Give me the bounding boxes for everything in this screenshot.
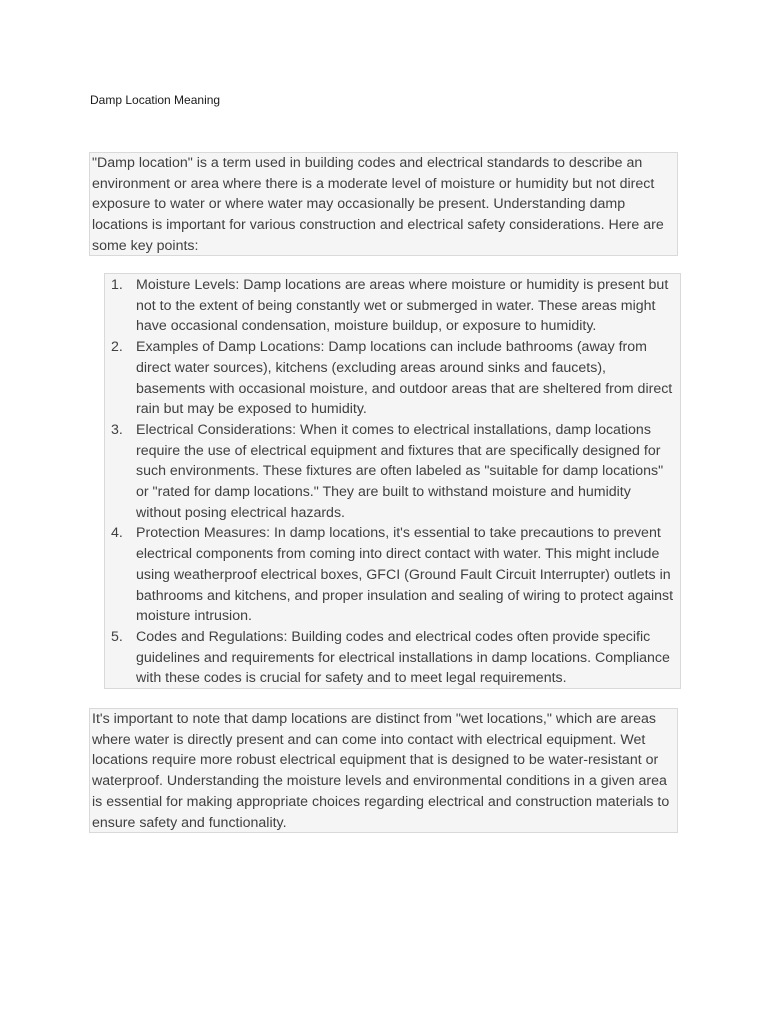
list-item-text: Codes and Regulations: Building codes and electrical codes often provide specific guidelines and requirements for electrical installations in damp locations. Compliance with these codes is crucial for safety and to meet legal requirements. [136,628,670,687]
list-item-text: Moisture Levels: Damp locations are areas where moisture or humidity is present but not to the extent of being constantly wet or submerged in water. These areas might have occasional condensation, moisture buildup, or exposure to humidity. [136,277,669,335]
conclusion-paragraph: It's important to note that damp locations are distinct from "wet locations," which are areas where water is directly present and can come into contact with electrical equipment. Wet locations require more robust electrical equipment that is designed to be water-resistant or waterproof. Understanding the moisture levels and environmental conditions in a given area is essential for making appropriate choices regarding electrical and construction materials to ensure safety and functionality. [92,711,670,831]
list-item-number: 3. [111,421,123,438]
intro-paragraph: "Damp location" is a term used in building codes and electrical standards to describe an environment or area where there is a moderate level of moisture or humidity but not direct exposure to water or where water may occasionally be present. Understanding damp locations is important for various construction and electrical safety considerations. Here are some key points: [92,155,664,254]
key-points-list [105,275,676,689]
list-item [105,420,676,524]
list-item-number: 4. [111,525,123,542]
list-item [105,275,676,337]
list-item-text: Electrical Considerations: When it comes to electrical installations, damp locations require the use of electrical equipment and fixtures that are specifically designed for such environments. These fixtures are often labeled as "suitable for damp locations" or "rated for damp locations." They are built to withstand moisture and humidity without posing electrical hazards. [136,421,664,521]
list-item-number: 2. [111,339,123,356]
list-item-text: Protection Measures: In damp locations, it's essential to take precautions to prevent electrical components from coming into direct contact with water. This might include using weatherproof electrical boxes, GFCI (Ground Fault Circuit Interrupter) outlets in bathrooms and kitchens, and proper insulation and sealing of wiring to protect against moisture intrusion. [136,525,674,625]
key-points-list-box [104,273,681,689]
intro-paragraph-box [89,152,678,256]
list-item [105,337,676,420]
list-item-number: 5. [111,628,123,645]
list-item [105,627,676,689]
list-item-number: 1. [111,277,123,293]
list-item-text: Examples of Damp Locations: Damp locations can include bathrooms (away from direct water sources), kitchens (excluding areas around sinks and faucets), basements with occasional moisture, and outdoor areas that are sheltered from direct rain but may be exposed to humidity. [136,339,673,418]
list-item [105,523,676,627]
conclusion-paragraph-box [89,708,678,833]
document-title: Damp Location Meaning [90,93,221,107]
